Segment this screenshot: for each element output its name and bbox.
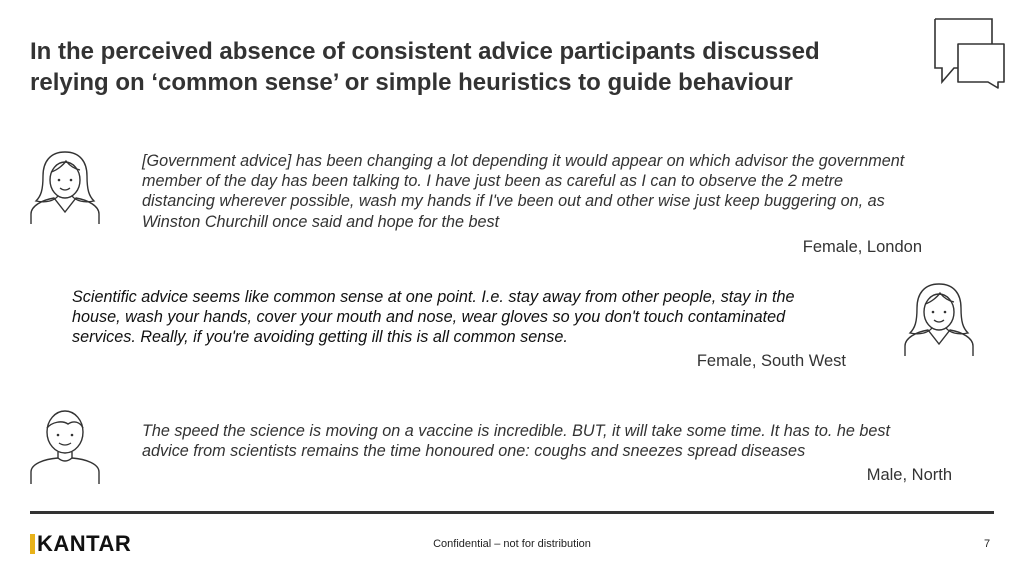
- quote-attribution: Male, North: [866, 466, 952, 484]
- quote-text: [142, 151, 952, 232]
- quote-text: [142, 421, 952, 461]
- quote-line: Winston Churchill once said and hope for the best: [142, 212, 500, 231]
- quote-line: Scientific advice seems like common sense at one point. I.e. stay away from other people, stay in the: [72, 288, 795, 306]
- confidential-notice: Confidential – not for distribution: [433, 538, 591, 550]
- footer-divider: [30, 511, 994, 514]
- slide-title-line: relying on ‘common sense’ or simple heuristics to guide behaviour: [30, 69, 793, 96]
- slide-title: [30, 36, 910, 98]
- logo-text: KANTAR: [37, 531, 132, 556]
- quote-line: member of the day has been talking to. I have just been as careful as I can to observe the 2 metre: [142, 172, 843, 191]
- page-number: 7: [984, 538, 991, 550]
- quote-text: [72, 287, 872, 348]
- quote-line: house, wash your hands, cover your mouth and nose, wear gloves so you don't touch contaminated: [72, 308, 786, 327]
- quote-line: services. Really, if you're avoiding getting ill this is all common sense.: [72, 328, 568, 347]
- quote-line: advice from scientists remains the time honoured one: coughs and sneezes spread diseases: [142, 442, 806, 461]
- male-avatar-icon: [28, 408, 102, 486]
- quote-line: distancing wherever possible, wash my hands if I've been out and other wise just keep buggering on, as: [142, 192, 885, 211]
- quote-line: [Government advice] has been changing a lot depending it would appear on which advisor the government: [142, 152, 905, 170]
- speech-bubbles-icon: [930, 14, 1008, 90]
- quote-attribution: Female, South West: [696, 352, 846, 370]
- quote-line: The speed the science is moving on a vaccine is incredible. BUT, it will take some time. It has to. he best: [142, 422, 890, 440]
- female-avatar-icon: [902, 282, 976, 358]
- female-avatar-icon: [28, 150, 102, 226]
- slide-title-line: In the perceived absence of consistent advice participants discussed: [30, 38, 820, 65]
- quote-attribution: Female, London: [802, 238, 922, 256]
